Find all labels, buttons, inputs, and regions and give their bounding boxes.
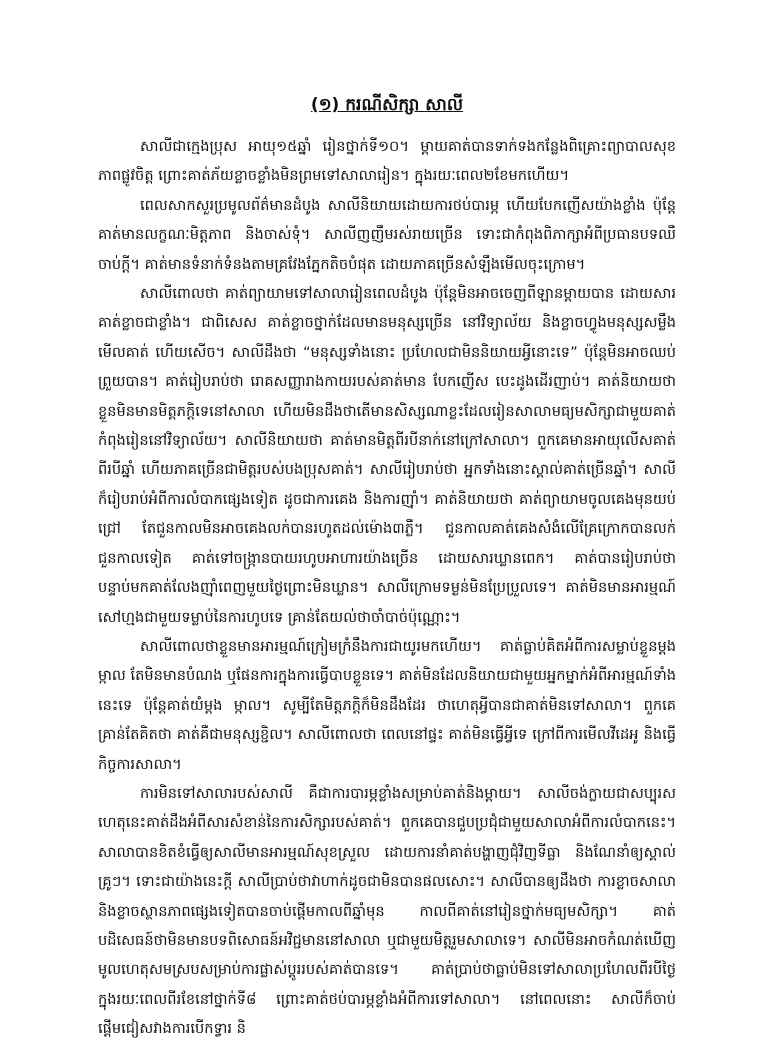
paragraph-school-fear: សាលីពោលថា គាត់ព្យាយាមទៅសាលារៀនពេលដំបូង ប៉ុន្តែមិនអាចចេញពីឡានម្ដាយបាន ដោយសារគាត់ខ្លាចជាខ្លាំង។ ជាពិសេស គាត់ខ្លាចថ្នាក់ដែលមានមនុស្សច្រើន នៅវិទ្យាល័យ និងខ្លាចហ្វូងមនុស្សសម្លឹងមើលគាត់ ហើយសើច។ សាលីដឹងថា “មនុស្សទាំងនោះ ប្រហែលជាមិននិយាយអ្វីនោះទេ” ប៉ុន្តែមិនអាចឈប់ព្រួយបាន។ គាត់រៀបរាប់ថា រោគសញ្ញារាងកាយរបស់គាត់មាន បែកញើស បេះដូងដើរញាប់។ គាត់និយាយថា ខ្លួនមិនមានមិត្តភក្ដិទេនៅសាលា ហើយមិនដឹងថាតើមានសិស្សណាខ្លះដែលរៀនសាលាមធ្យមសិក្សាជាមួយគាត់កំពុងរៀននៅវិទ្យាល័យ។ សាលីនិយាយថា គាត់មានមិត្តពីរបីនាក់នៅក្រៅសាលា។ ពួកគេមានអាយុលើសគាត់ពីរបីឆ្នាំ ហើយភាគច្រើនជាមិត្តរបស់បងប្រុសគាត់។ សាលីរៀបរាប់ថា អ្នកទាំងនោះស្គាល់គាត់ច្រើនឆ្នាំ។ សាលីក៏រៀបរាប់អំពីការលំបាកផ្សេងទៀត ដូចជាការគេង និងការញ៉ាំ។ គាត់និយាយថា គាត់ព្យាយាមចូលគេងមុនយប់ជ្រៅ តែជួនកាលមិនអាចគេងលក់បានរហូតដល់ម៉ោង៣ភ្លឺ។ ជួនកាលគាត់គេងសំងំលើគ្រែក្រោកបានលក់ ជួនកាលទៀត គាត់ទៅចង្ក្រានបាយរហូបអាហារយ៉ាងច្រើន ដោយសារឃ្លានពេក។ គាត់បានរៀបរាប់ថា បន្ទាប់មកគាត់លែងញ៉ាំពេញមួយថ្ងៃព្រោះមិនឃ្លាន។ សាលីក្រោមទម្ងន់មិនប្រែប្រួលទេ។ គាត់មិនមានអារម្មណ៍សៅហ្មងជាមួយទម្លាប់នៃការហូបទេ គ្រាន់តែយល់ថាចាំបាច់ប៉ុណ្ណោះ។ [98,285,676,626]
document-title: (១) ករណីសិក្សា សាលី [310,95,464,115]
document-page [98,92,676,1038]
paragraph-school-concern: ការមិនទៅសាលារបស់សាលី គឺជាការបារម្ភខ្លាំងសម្រាប់គាត់និងម្ដាយ។ សាលីចង់ក្លាយជាសប្បុរសហេតុនេះគាត់ដឹងអំពីសារសំខាន់នៃការសិក្សារបស់គាត់។ ពួកគេបានជួបប្រជុំជាមួយសាលាអំពីការលំបាកនេះ។ សាលាបានខិតខំធ្វើឲ្យសាលីមានអារម្មណ៍សុខស្រួល ដោយការនាំគាត់បង្ហាញជុំវិញទីធ្លា និងណែនាំឲ្យស្គាល់គ្រូៗ។ ទោះជាយ៉ាងនេះក្ដី សាលីប្រាប់ថាវាហាក់ដូចជាមិនបានផលសោះ។ សាលីបានឲ្យដឹងថា ការខ្លាចសាលា និងខ្លាចស្ថានភាពផ្សេងទៀតបានចាប់ផ្ដើមកាលពីឆ្នាំមុន កាលពីគាត់នៅរៀនថ្នាក់មធ្យមសិក្សា។ គាត់បដិសេធន៍ថាមិនមានបទពិសោធន៍អវិជ្ជមាននៅសាលា ឬជាមួយមិត្តរួមសាលាទេ។ សាលីមិនអាចកំណត់ឃើញមូលហេតុសមស្របសម្រាប់ការផ្លាស់ប្ដូររបស់គាត់បានទេ។ គាត់ប្រាប់ថាធ្លាប់មិនទៅសាលាប្រហែលពីរបីថ្ងៃ ក្នុងរយៈពេលពីរខែនៅថ្នាក់ទី៨ ព្រោះគាត់ថប់បារម្ភខ្លាំងអំពីការទៅសាលា។ នៅពេលនោះ សាលីក៏ចាប់ផ្ដើមជៀសវាងការបើកទ្វារ និ [98,784,676,1038]
paragraph-first-interview: ពេលសាកសួរប្រមូលព័ត៌មានដំបូង សាលីនិយាយដោយការថប់បារម្ភ ហើយបែកញើសយ៉ាងខ្លាំង ប៉ុន្តែគាត់មានលក្ខណៈមិត្តភាព និងចាស់ទុំ។ សាលីញញឹមរស់រាយច្រើន ទោះជាកំពុងពិភាក្សាអំពីប្រធានបទឈឺចាប់ក្ដី។ គាត់មានទំនាក់ទំនងតាមគ្រវែងភ្នែកតិចបំផុត ដោយភាគច្រើនសំឡឹងមើលចុះក្រោម។ [98,196,676,273]
paragraph-mood: សាលីពោលថាខ្លួនមានអារម្មណ៍ក្រៀមក្រំនឹងការជាយូរមកហើយ។ គាត់ធ្លាប់គិតអំពីការសម្លាប់ខ្លួនម្ដងម្កាល តែមិនមានបំណង ឬផែនការក្នុងការធ្វើបាបខ្លួនទេ។ គាត់មិនដែលនិយាយជាមួយអ្នកម្នាក់អំពីអារម្មណ៍ទាំងនេះទេ ប៉ុន្តែគាត់យំម្ដង ម្កាល។ សូម្បីតែមិត្តភក្ដិក៏មិនដឹងដែរ ថាហេតុអ្វីបានជាគាត់មិនទៅសាលា។ ពួកគេ គ្រាន់តែគិតថា គាត់គឺជាមនុស្សខ្ជិល។ សាលីពោលថា ពេលនៅផ្ទះ គាត់មិនធ្វើអ្វីទេ ក្រៅពីការមើលវីដេអូ និងធ្វើកិច្ចការសាលា។ [98,637,676,773]
paragraph-intro: សាលីជាក្មេងប្រុស អាយុ១៥ឆ្នាំ រៀនថ្នាក់ទី១០។ ម្ដាយគាត់បានទាក់ទងកន្លែងពិគ្រោះព្យាបាលសុខភាពផ្លូវចិត្ត ព្រោះគាត់ភ័យខ្លាចខ្លាំងមិនព្រមទៅសាលារៀន។ ក្នុងរយៈពេល២ខែមកហើយ។ [98,138,676,185]
